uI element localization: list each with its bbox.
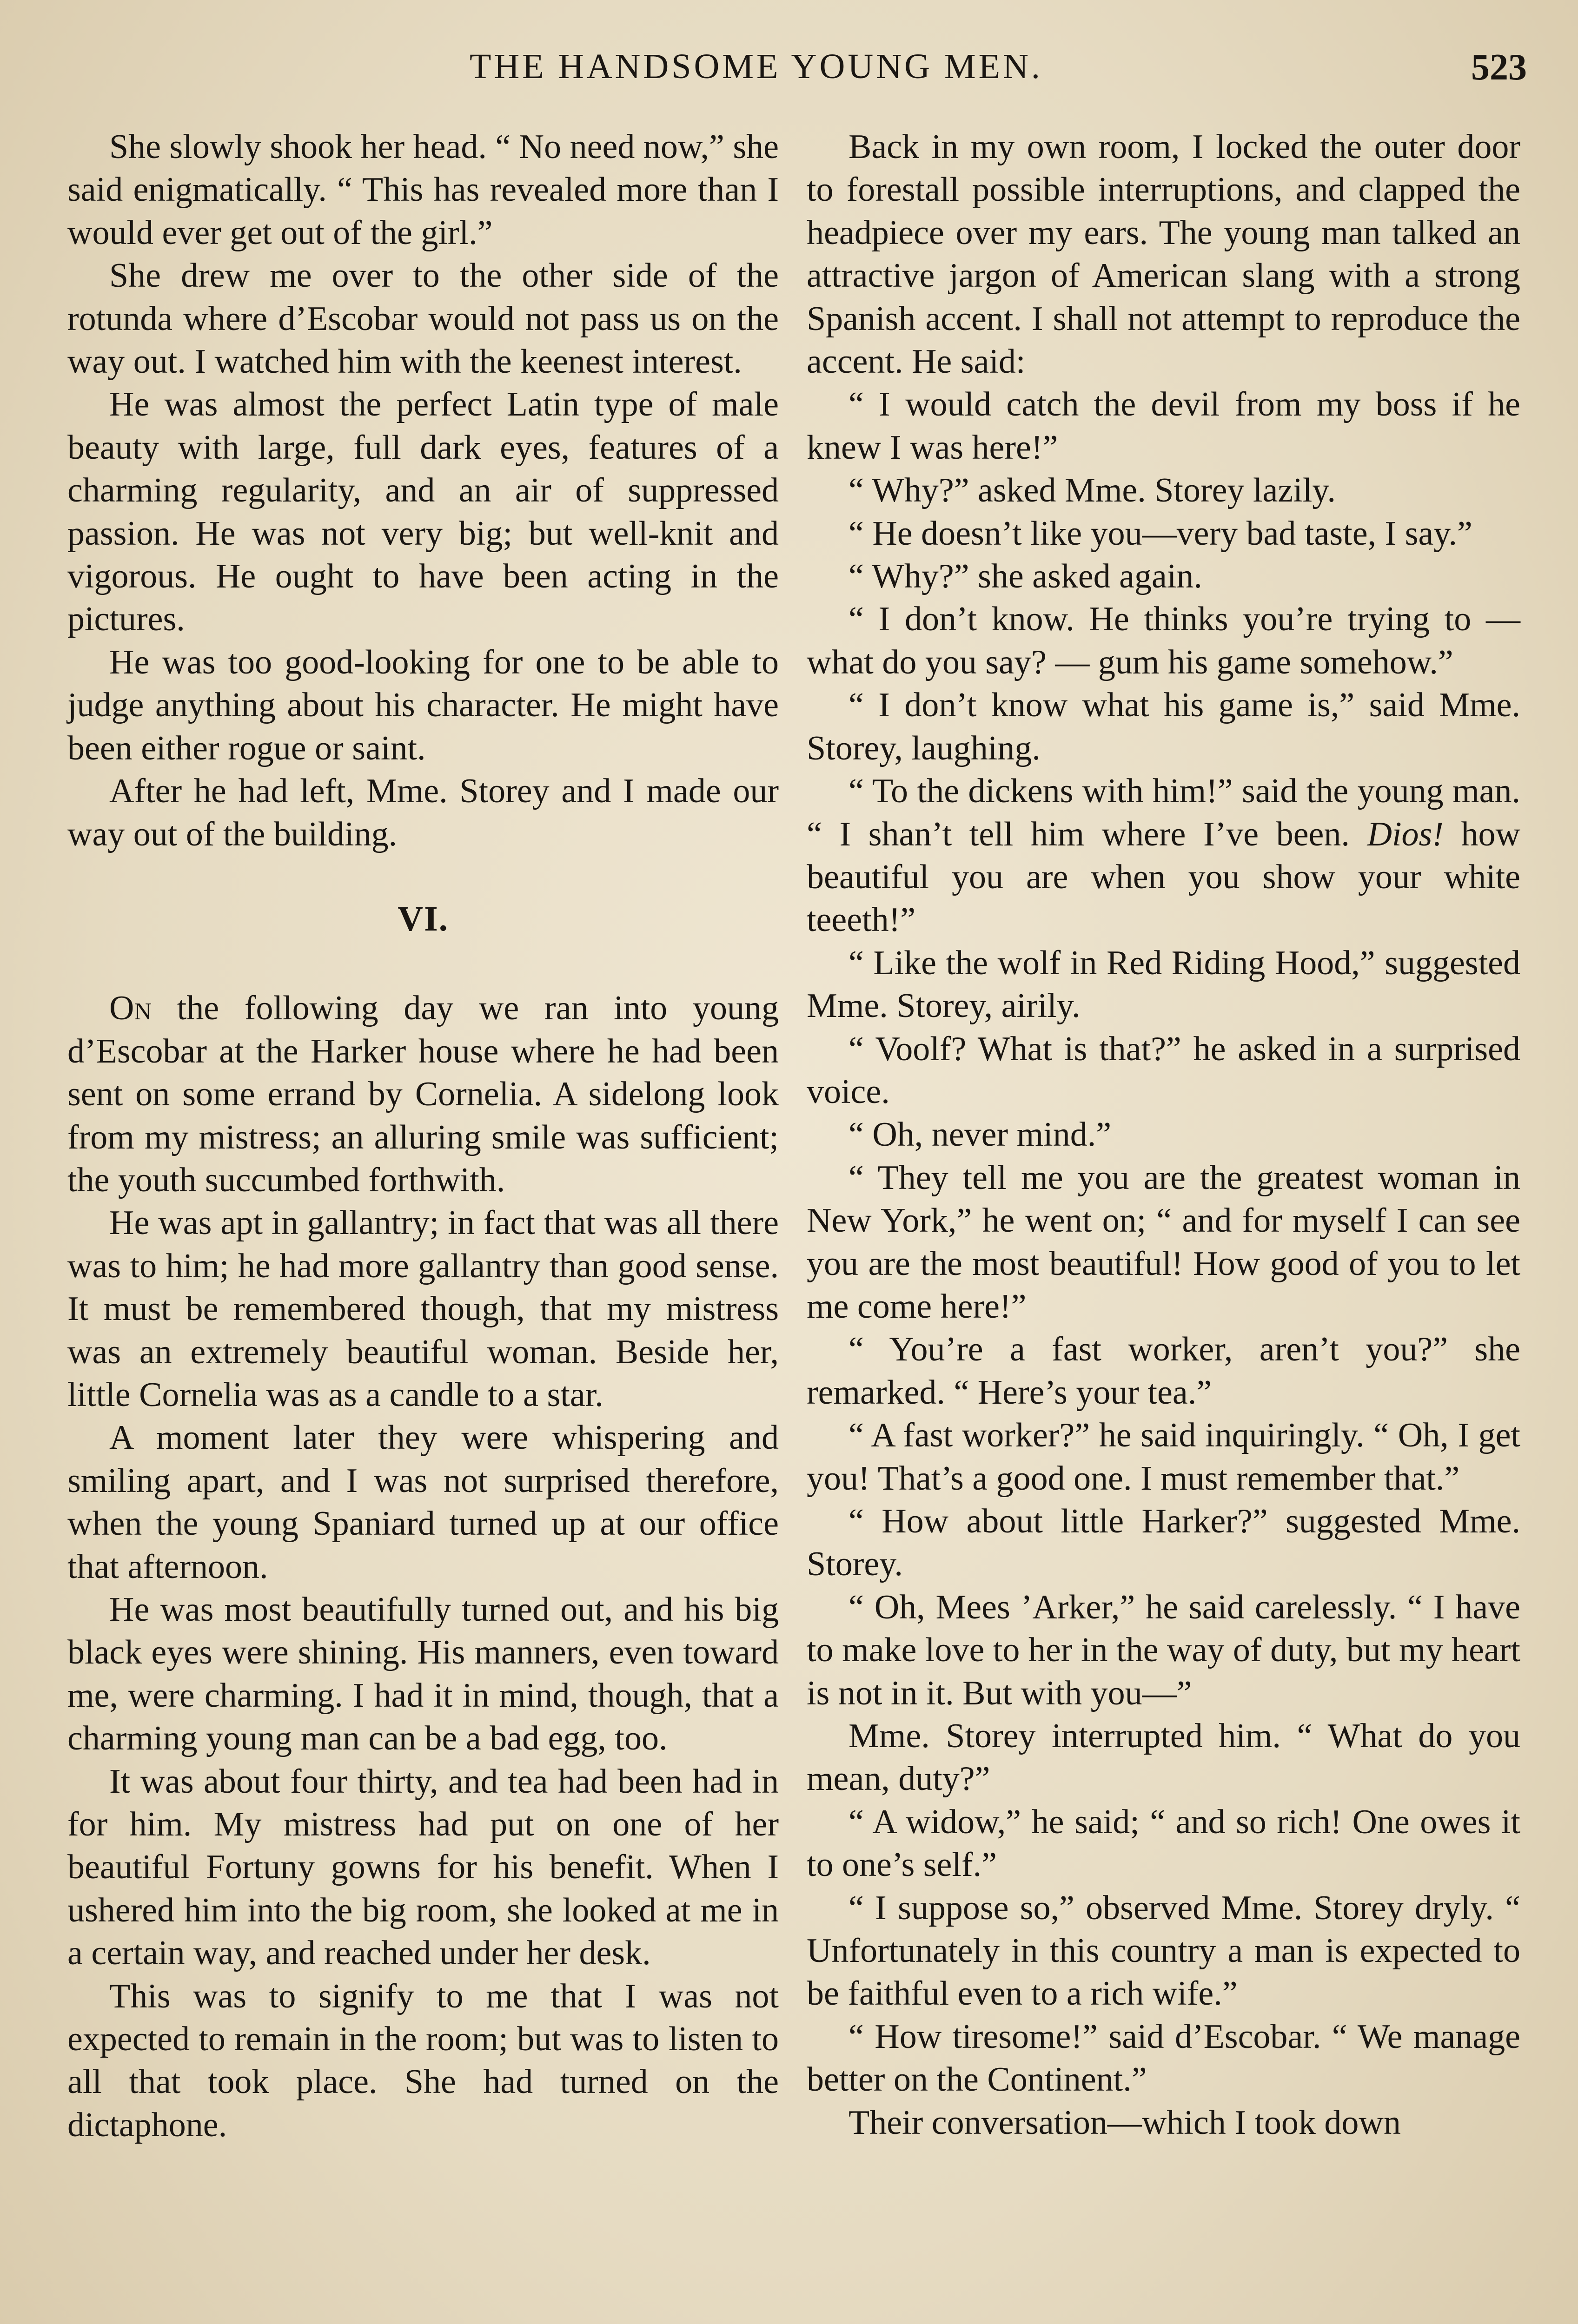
paragraph: He was almost the perfect Latin type of male beauty with large, full dark eyes, features of a charming regularity, and an air of suppressed passion. He was not very big; but well-knit and vigorous. He ought to have been acting in the pictures. (67, 385, 779, 639)
running-title: THE HANDSOME YOUNG MEN. (470, 47, 1043, 86)
dialogue-text: how beautiful you are when you show your white teeeth!” (807, 815, 1520, 939)
paragraph: It was about four thirty, and tea had been had in for him. My mistress had put on one of her beautiful Fortuny gowns for his benefit. When I ushered him into the big room, she looked at me in a certain way, and reached under her desk. (67, 1762, 779, 1973)
dialogue-line: “ A fast worker?” he said inquiringly. “ Oh, I get you! That’s a good one. I must remember that.” (807, 1416, 1520, 1498)
dialogue-line: “ I would catch the devil from my boss if he knew I was here!” (807, 385, 1520, 467)
dialogue-line: “ I don’t know. He thinks you’re trying to — what do you say? — gum his game somehow.” (807, 600, 1520, 681)
dialogue-line: Mme. Storey interrupted him. “ What do you mean, duty?” (807, 1717, 1520, 1798)
dialogue-line: “ Voolf? What is that?” he asked in a surprised voice. (807, 1030, 1520, 1111)
dialogue-line: “ You’re a fast worker, aren’t you?” she remarked. “ Here’s your tea.” (807, 1330, 1520, 1412)
dialogue-line: “ Like the wolf in Red Riding Hood,” suggested Mme. Storey, airily. (807, 944, 1520, 1025)
paragraph: This was to signify to me that I was not expected to remain in the room; but was to listen to all that took place. She had turned on the dictaphone. (67, 1977, 779, 2144)
dialogue-line: “ How about little Harker?” suggested Mme. Storey. (807, 1502, 1520, 1584)
section-heading: VI. (398, 899, 449, 938)
dialogue-line: “ Why?” asked Mme. Storey lazily. (849, 471, 1336, 510)
paragraph-text: the following day we ran into young d’Escobar at the Harker house where he had been sent on some errand by Cornelia. A sidelong look from my mistress; an alluring smile was sufficient; the youth succumbed forthwith. (67, 989, 779, 1199)
paragraph: Their conversation—which I took down (849, 2103, 1401, 2142)
dialogue-line: “ Oh, never mind.” (849, 1116, 1112, 1154)
paragraph: She slowly shook her head. “ No need now,” she said enigmatically. “ This has revealed more than I would ever get out of the girl.” (67, 128, 779, 252)
dialogue-line: “ I don’t know what his game is,” said Mme. Storey, laughing. (807, 686, 1520, 767)
page-header (0, 46, 1578, 102)
right-column (807, 125, 1520, 2144)
italic-word: Dios! (1367, 815, 1444, 853)
paragraph: She drew me over to the other side of the rotunda where d’Escobar would not pass us on the way out. I watched him with the keenest interest. (67, 257, 779, 381)
dialogue-line: “ They tell me you are the greatest woman in New York,” he went on; “ and for myself I can see you are the most beautiful! How good of you to let me come here!” (807, 1158, 1520, 1326)
paragraph: After he had left, Mme. Storey and I made our way out of the building. (67, 772, 779, 853)
dialogue-line: “ How tiresome!” said d’Escobar. “ We manage better on the Continent.” (807, 2017, 1520, 2099)
paragraph (67, 987, 779, 1202)
dialogue-line: “ Oh, Mees ’Arker,” he said carelessly. “ I have to make love to her in the way of duty, but my heart is not in it. But with you—” (807, 1588, 1520, 1712)
dialogue-line: “ Why?” she asked again. (849, 557, 1202, 596)
paragraph: Back in my own room, I locked the outer door to forestall possible interruptions, and clapped the headpiece over my ears. The young man talked an attractive jargon of American slang with a strong Spanish accent. I shall not attempt to reproduce the accent. He said: (807, 128, 1520, 381)
paragraph: He was too good-looking for one to be able to judge anything about his character. He might have been either rogue or saint. (67, 643, 779, 767)
dialogue-line: “ He doesn’t like you—very bad taste, I say.” (849, 514, 1472, 553)
paragraph: He was most beautifully turned out, and his big black eyes were shining. His manners, even toward me, were charming. I had it in mind, though, that a charming young man can be a bad egg, too. (67, 1591, 779, 1758)
dialogue-text: “ To the dickens with him!” said the young man. “ I shan’t tell him where I’ve been. (807, 772, 1520, 853)
left-column (67, 125, 779, 2146)
opening-word: On (109, 989, 152, 1028)
paragraph: A moment later they were whispering and smiling apart, and I was not surprised therefore, when the young Spaniard turned up at our office that afternoon. (67, 1419, 779, 1586)
dialogue-line: “ A widow,” he said; “ and so rich! One owes it to one’s self.” (807, 1802, 1520, 1884)
dialogue-line (807, 770, 1520, 942)
dialogue-line: “ I suppose so,” observed Mme. Storey dryly. “ Unfortunately in this country a man is expected to be faithful even to a rich wife.” (807, 1888, 1520, 2013)
paragraph: He was apt in gallantry; in fact that was all there was to him; he had more gallantry than good sense. It must be remembered though, that my mistress was an extremely beautiful woman. Beside her, little Cornelia was as a candle to a star. (67, 1204, 779, 1414)
page-number: 523 (1471, 47, 1527, 88)
